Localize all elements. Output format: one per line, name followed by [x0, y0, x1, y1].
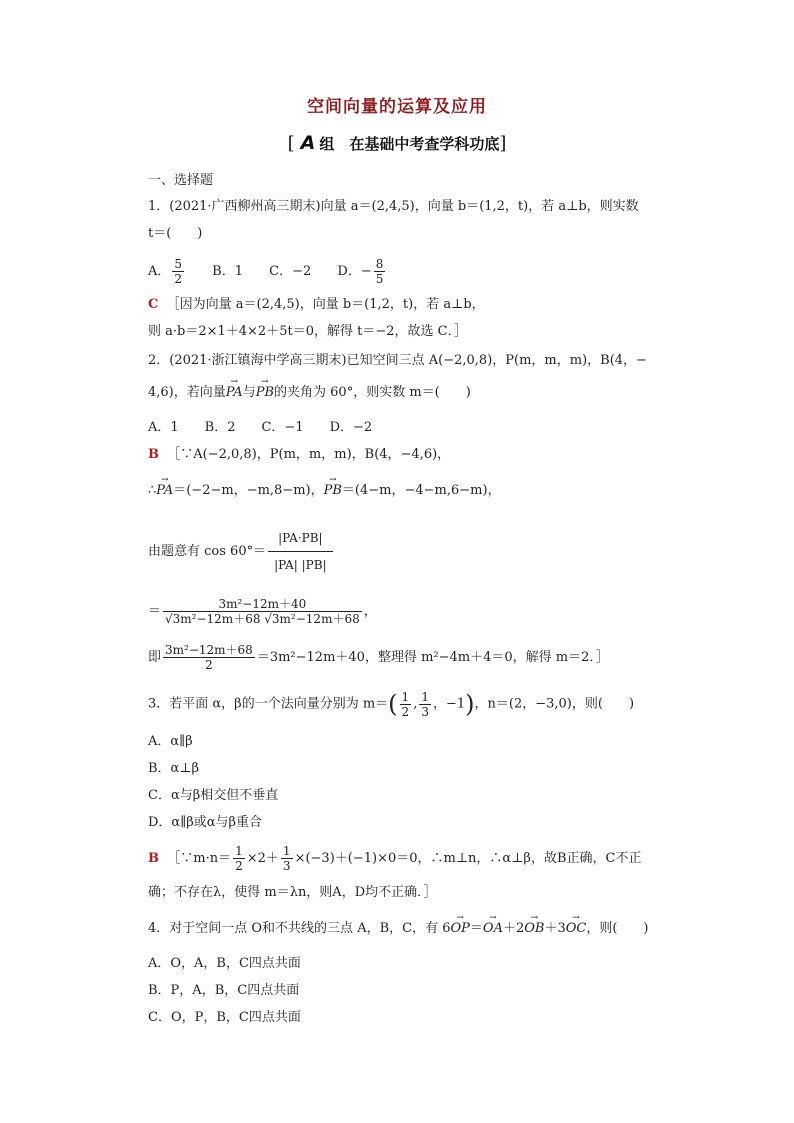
q4-option-c: C．O，P，B，C四点共面: [148, 1010, 301, 1025]
fraction-numerator: 1: [401, 689, 410, 704]
group-letter: A: [300, 132, 316, 154]
vector-op: → OP: [451, 921, 470, 937]
fraction: [281, 844, 293, 873]
q2-stem-text: 的夹角为 60°，则实数 m＝( ): [274, 385, 471, 400]
q3-option-a: A．α∥β: [148, 734, 193, 749]
vector-pa: → PA: [156, 483, 173, 499]
q3-answer-line2: 确；不存在λ，使得 m＝λn，则A，D均不正确．］: [148, 885, 437, 900]
fraction-numerator: 3m²−12m＋40: [163, 597, 362, 612]
q2-answer-text: ［∵A(−2,0,8)，P(m，m，m)，B(4，−4,6)，: [167, 447, 451, 462]
q2-answer-text: ＝3m²−12m＋40，整理得 m²−4m＋4＝0，解得 m＝2．］: [256, 650, 609, 665]
q3-stem-text: 3．若平面 α，β的一个法向量分别为 m＝: [148, 696, 389, 712]
q1-option-a-fraction: [172, 257, 184, 286]
q1-stem-line2: t＝( ): [148, 226, 203, 241]
cos-fraction: [268, 525, 333, 578]
q3-stem-text: ，n＝(2，−3,0)，则( ): [474, 696, 635, 712]
fraction-numerator: 5: [174, 257, 183, 271]
q2-answer-text: ＝(4−m，−4−m,6−m)，: [341, 483, 501, 498]
q4-option-a: A．O，A，B，C四点共面: [148, 956, 301, 971]
q3-stem-line1: 3．若平面 α，β的一个法向量分别为 m＝( $\frac{1}{2}$ , $\frac{1}{3}$ ，−1)，n＝(2，−3,0)，则( ): [148, 689, 635, 719]
q3-answer-text: ×2＋: [246, 851, 279, 866]
vector-pb: → PB: [256, 385, 274, 401]
fraction-numerator: 1: [282, 844, 291, 858]
q1-option-d: D．−: [337, 264, 372, 279]
q2-answer-text: 即: [148, 650, 162, 665]
fraction-numerator: 3m²−12m＋68: [165, 643, 253, 657]
q1-option-d-fraction: [374, 257, 386, 286]
q1-answer-line1: [148, 297, 485, 313]
fraction-denominator: √3m²−12m＋68 √3m²−12m＋68: [165, 612, 360, 626]
q1-answer-letter: C: [148, 297, 159, 312]
q4-option-b: B．P，A，B，C四点共面: [148, 983, 300, 998]
fraction: [419, 690, 431, 719]
fraction-denominator: 2: [205, 658, 213, 672]
q1-answer-text: ［因为向量 a＝(2,4,5)，向量 b＝(1,2，t)，若 a⊥b，: [166, 297, 485, 312]
vector-pb: → PB: [324, 483, 342, 499]
q2-answer-text: 由题意有 cos 60°＝: [148, 544, 267, 559]
q2-answer-text: ＝(−2−m，−m,8−m)，: [173, 483, 324, 498]
fraction-denominator: |PA| |PB|: [274, 558, 327, 572]
group-bracket-open: [: [287, 133, 295, 154]
q2-answer-text: ∴: [148, 483, 157, 498]
group-label: 组 在基础中考查学科功底: [319, 135, 500, 153]
fraction-denominator: 3: [421, 704, 429, 719]
fraction-denominator: 2: [235, 859, 243, 873]
right-paren: ): [465, 690, 475, 718]
vector-pa: → PA: [226, 385, 243, 401]
q2-answer-line2: [148, 483, 501, 499]
fraction-numerator: 1: [235, 844, 243, 858]
group-bracket-close: ]: [499, 133, 507, 154]
fraction-numerator: |PA·PB|: [268, 525, 333, 552]
q2-answer-line1: [148, 447, 450, 463]
fraction: [233, 844, 245, 873]
q3-option-b: B．α⊥β: [148, 761, 200, 776]
q1-options: [148, 256, 387, 288]
q1-stem-line1: 1．(2021·广西柳州高三期末)向量 a＝(2,4,5)，向量 b＝(1,2，t)，若 a⊥b，则实数: [148, 199, 639, 214]
q2-options: A．1 B．2 C．−1 D．−2: [148, 420, 373, 435]
q3-stem-text: ，−1: [432, 696, 466, 712]
q3-answer-letter: B: [148, 851, 159, 866]
fraction: [400, 690, 412, 719]
fraction-denominator: 3: [282, 859, 291, 873]
q3-answer-text: ×(−3)＋(−1)×0＝0，∴m⊥n，∴α⊥β，故B正确，C不正: [294, 851, 642, 866]
vector-oc: → OC: [566, 921, 587, 937]
magnitude-fraction: [163, 597, 362, 626]
q1-option-a: A．: [148, 264, 171, 279]
q2-stem-line2: [148, 385, 471, 401]
vector-ob: → OB: [524, 921, 544, 937]
q1-option-c: C．−2: [269, 264, 312, 279]
q4-stem-text: 4．对于空间一点 O和不共线的三点 A，B，C，有 6: [148, 921, 451, 936]
q1-option-b: B．1: [212, 264, 243, 279]
q4-stem-text: ＋2: [502, 921, 525, 936]
q3-option-d: D．α∥β或α与β重合: [148, 815, 263, 830]
q2-answer-text: ，: [363, 604, 377, 619]
q2-stem-text: 4,6)，若向量: [148, 385, 226, 400]
q2-answer-letter: B: [148, 447, 159, 462]
fraction-denominator: 2: [401, 704, 410, 719]
q2-answer-line3: [148, 522, 335, 582]
halved-fraction: [163, 643, 255, 672]
q4-stem-text: ＝: [469, 921, 483, 936]
q2-stem-line1: 2．(2021·浙江镇海中学高三期末)已知空间三点 A(−2,0,8)，P(m，m，m)，B(4，−: [148, 353, 647, 368]
q2-answer-text: ＝: [148, 604, 162, 619]
fraction-numerator: 1: [421, 689, 429, 704]
q2-answer-line4: [148, 593, 377, 631]
q3-answer-line1: [148, 842, 641, 876]
q1-answer-line2: 则 a·b＝2×1＋4×2＋5t＝0，解得 t＝−2，故选 C．］: [148, 324, 468, 339]
q2-answer-line5: [148, 639, 609, 677]
fraction-denominator: 5: [375, 272, 384, 286]
section-heading: 一、选择题: [148, 173, 214, 188]
q4-stem-text: ，则( ): [586, 921, 649, 936]
left-paren: (: [388, 690, 398, 718]
fraction-denominator: 2: [174, 272, 183, 286]
q4-stem-text: ＋3: [544, 921, 566, 936]
q4-stem: [148, 921, 649, 937]
q3-answer-text: ［∵m·n＝: [167, 851, 232, 866]
page-title: 空间向量的运算及应用: [307, 97, 487, 117]
fraction-numerator: 8: [375, 257, 384, 271]
group-heading: [0, 132, 794, 154]
q2-stem-text: 与: [242, 385, 256, 400]
q3-option-c: C．α与β相交但不垂直: [148, 788, 279, 803]
vector-oa: → OA: [483, 921, 503, 937]
